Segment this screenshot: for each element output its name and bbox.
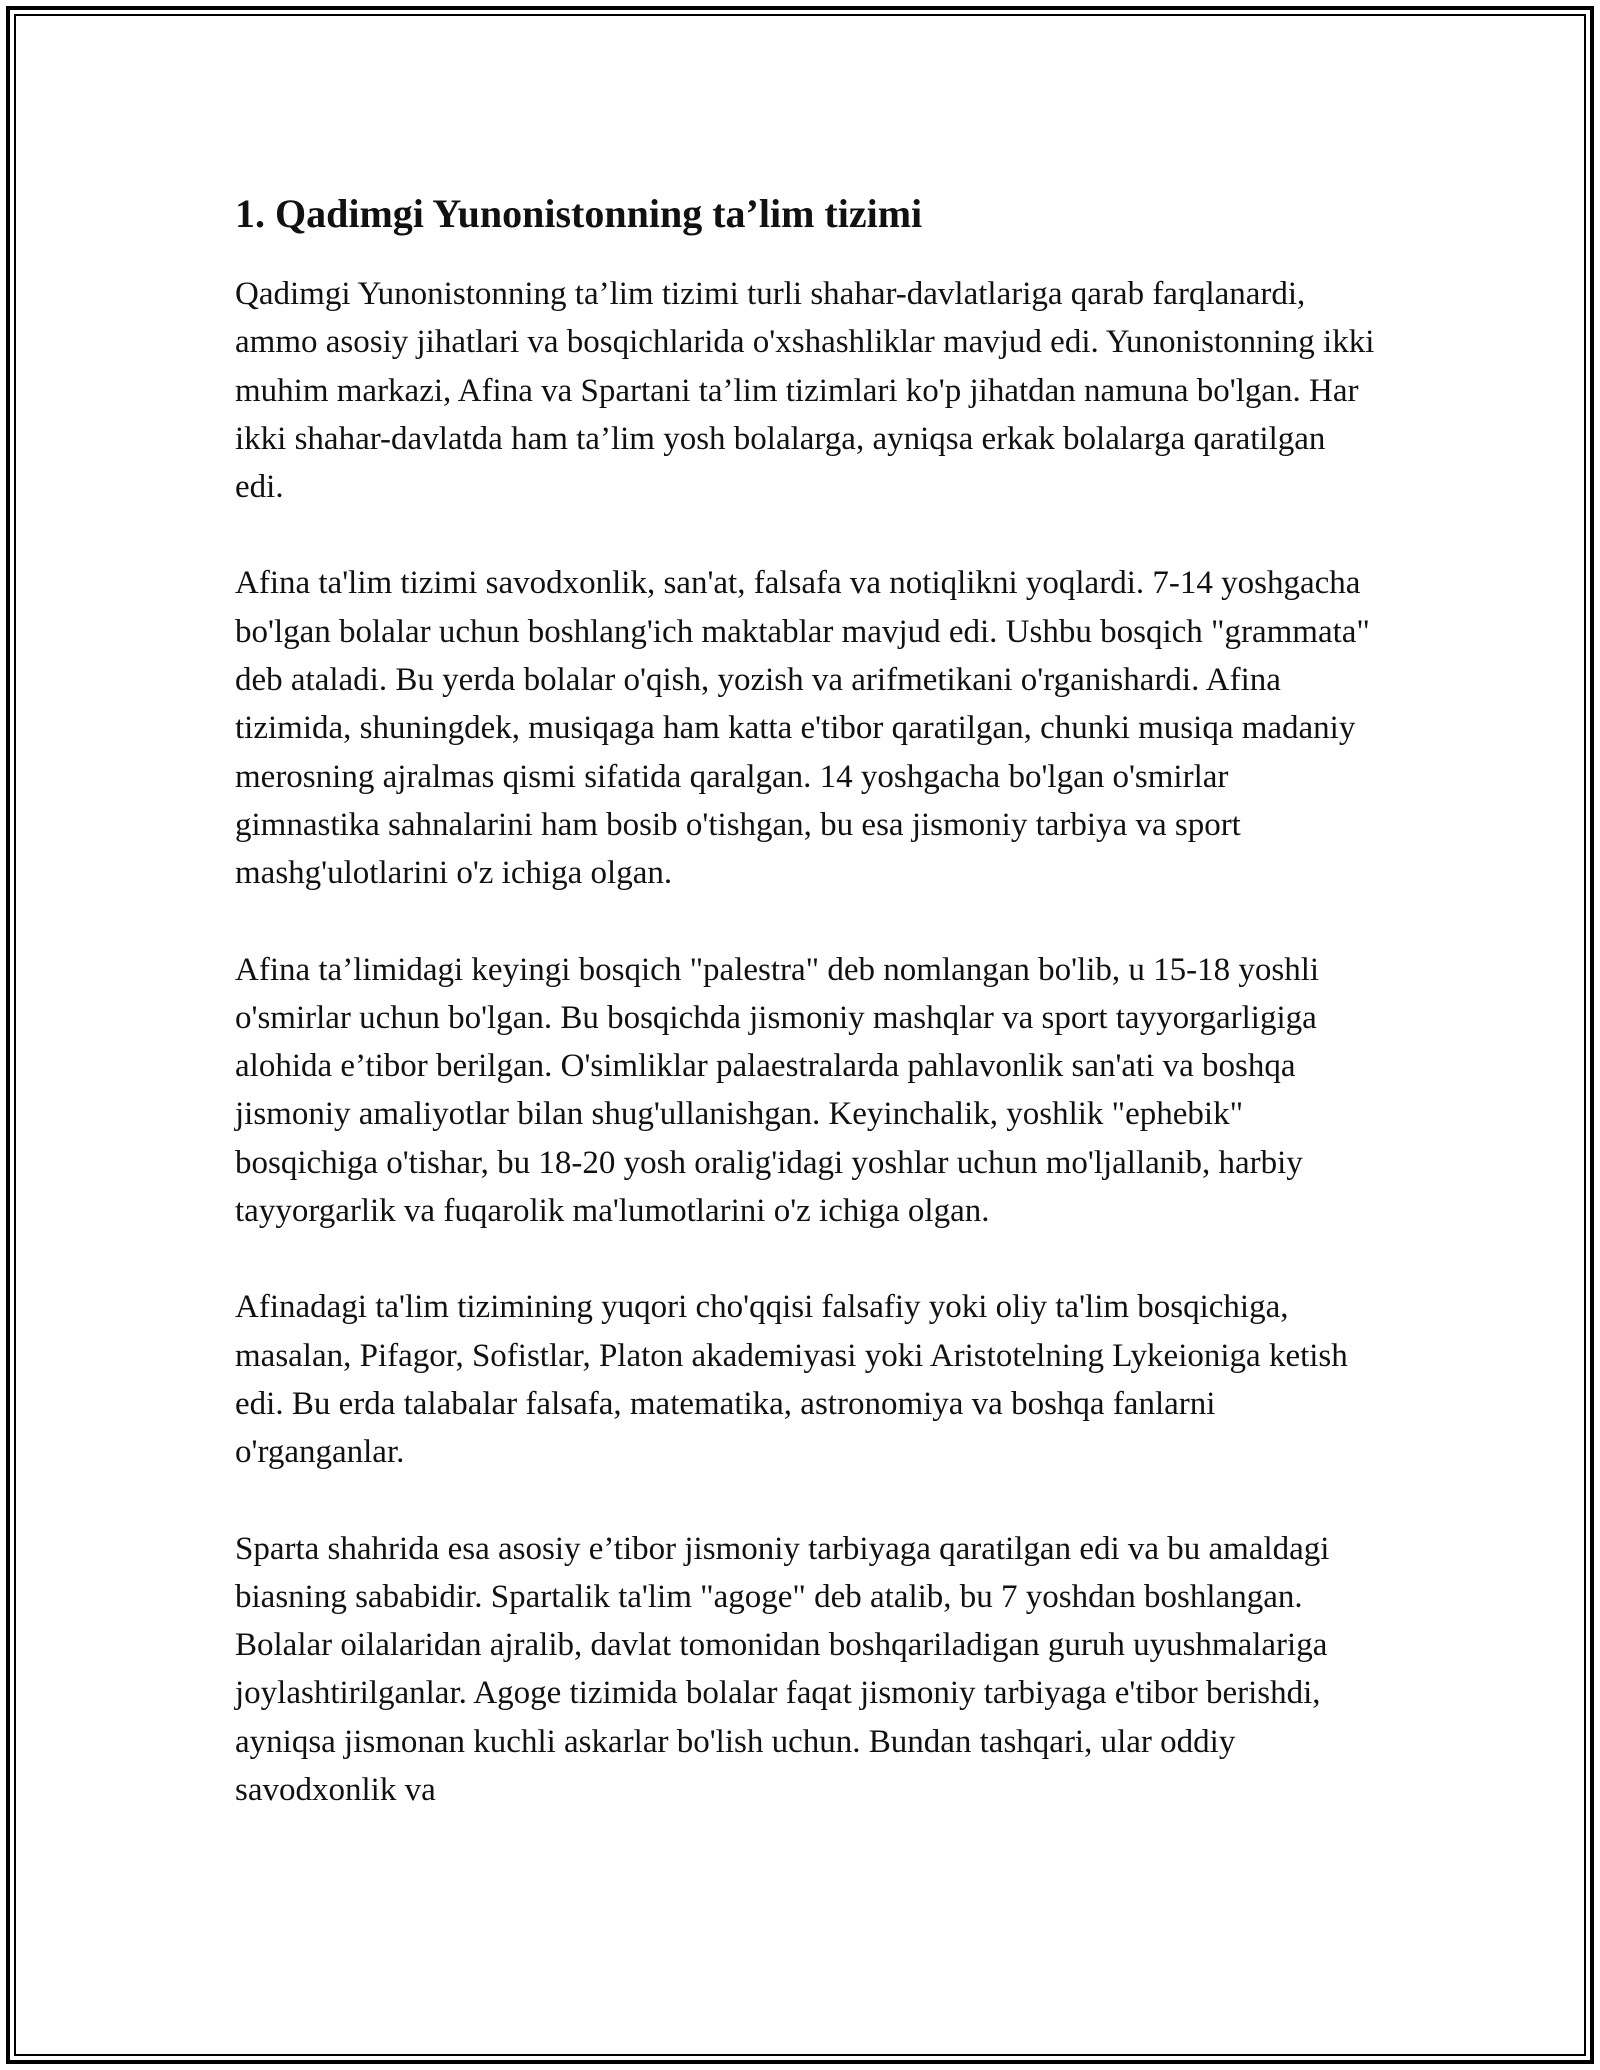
paragraph-sparta-agoge: Sparta shahrida esa asosiy e’tibor jismoniy tarbiyaga qaratilgan edi va bu amaldagi biasning sababidir. Spartalik ta'lim "agoge" deb atalib, bu 7 yoshdan boshlangan. Bolalar oilalaridan ajralib, davlat tomonidan boshqariladigan guruh uyushmalariga joylashtirilganlar. Agoge tizimida bolalar faqat jismoniy tarbiyaga e'tibor berishdi, ayniqsa jismonan kuchli askarlar bo'lish uchun. Bundan tashqari, ular oddiy savodxonlik va	[235, 1530, 1330, 1809]
paragraph-intro: Qadimgi Yunonistonning ta’lim tizimi turli shahar-davlatlariga qarab farqlanardi, ammo asosiy jihatlari va bosqichlarida o'xshashliklar mavjud edi. Yunonistonning ikki muhim markazi, Afina va Spartani ta’lim tizimlari ko'p jihatdan namuna bo'lgan. Har ikki shahar-davlatda ham ta’lim yosh bolalarga, ayniqsa erkak bolalarga qaratilgan edi.	[235, 276, 1375, 506]
paragraph-athens-grammata: Afina ta'lim tizimi savodxonlik, san'at, falsafa va notiqlikni yoqlardi. 7-14 yoshgacha bo'lgan bolalar uchun boshlang'ich maktablar mavjud edi. Ushbu bosqich "grammata" deb ataladi. Bu yerda bolalar o'qish, yozish va arifmetikani o'rganishardi. Afina tizimida, shuningdek, musiqaga ham katta e'tibor qaratilgan, chunki musiqa madaniy merosning ajralmas qismi sifatida qaralgan. 14 yoshgacha bo'lgan o'smirlar gimnastika sahnalarini ham bosib o'tishgan, bu esa jismoniy tarbiya va sport mashg'ulotlarini o'z ichiga olgan.	[235, 565, 1370, 892]
paragraph-athens-higher-education: Afinadagi ta'lim tizimining yuqori cho'qqisi falsafiy yoki oliy ta'lim bosqichiga, masalan, Pifagor, Sofistlar, Platon akademiyasi yoki Aristotelning Lykeioniga ketish edi. Bu erda talabalar falsafa, matematika, astronomiya va boshqa fanlarni o'rganganlar.	[235, 1289, 1348, 1471]
paragraph-athens-palestra: Afina ta’limidagi keyingi bosqich "palestra" deb nomlangan bo'lib, u 15-18 yoshli o'smirlar uchun bo'lgan. Bu bosqichda jismoniy mashqlar va sport tayyorgarligiga alohida e’tibor berilgan. O'simliklar palaestralarda pahlavonlik san'ati va boshqa jismoniy amaliyotlar bilan shug'ullanishgan. Keyinchalik, yoshlik "ephebik" bosqichiga o'tishar, bu 18-20 yosh oralig'idagi yoshlar uchun mo'ljallanib, harbiy tayyorgarlik va fuqarolik ma'lumotlarini o'z ichiga olgan.	[235, 951, 1320, 1230]
section-title: 1. Qadimgi Yunonistonning ta’lim tizimi	[235, 191, 923, 236]
document-page	[235, 186, 1375, 1814]
